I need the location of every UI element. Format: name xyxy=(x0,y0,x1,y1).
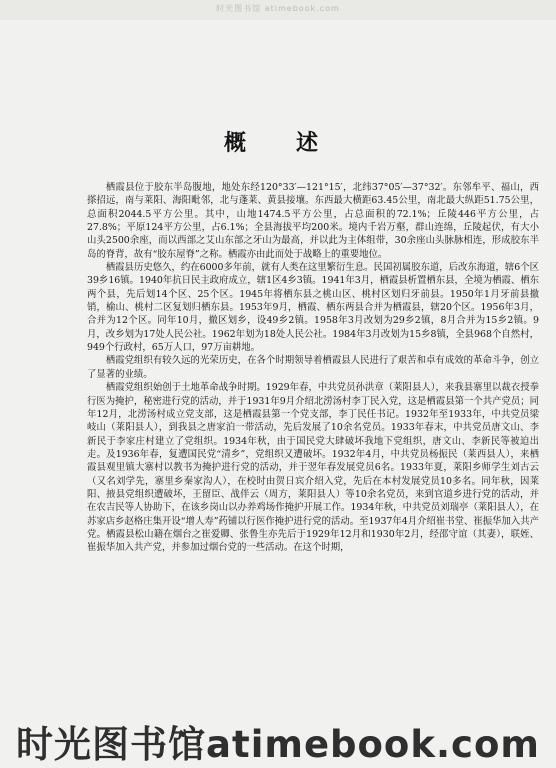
watermark-bottom-text: 时光图书馆atimebook.com xyxy=(16,723,540,766)
watermark-top: 时光图书馆 atimebook.com xyxy=(216,4,340,13)
paragraph-party-intro: 栖霞党组织有较久远的光荣历史，在各个时期领导着栖霞县人民进行了艰苦和卓有成效的革命斗争，创立了显著的业绩。 xyxy=(87,355,539,380)
page-title: 概 述 xyxy=(223,131,332,156)
paragraph-geography: 栖霞县位于胶东半岛腹地，地处东经120°33′—121°15′，北纬37°05′—37°32′。东邻牟平、福山，西搽招远，南与莱阳、海阳毗邻，北与蓬莱、黄县接壤。东西最大横距63.45公里，南北最大纵距51.75公里，总面积2044.5平方公里。其中，山地1474.5平方公里，占总面积的72.1%；丘陵446平方公里，占27.8%；平原124平方公里，占6.1%；全县海拔平均200米。境内千岩万壑，群山连绵，丘陵起伏，有大小山头2500余座，而以西部之艾山东部之牙山为最高，并以此为主体组带，30余座山头脉脉相连，形成胶东半岛的脊背，故有“胶东屋脊”之称。栖霞亦由此而处于战略上的重要地位。 xyxy=(87,182,539,260)
watermark-bottom xyxy=(0,702,556,768)
body-text xyxy=(87,181,539,699)
paragraph-party-origins: 栖霞党组织始创于土地革命战争时期。1929年春，中共党员孙洪章（莱阳县人），来我县寨里以裁衣授拳行医为掩护，秘密进行党的活动，并于1931年9月介绍北涝汤村李丁民入党，这是栖霞县第一个共产党员；同年12月，北涝汤村成立党支部，这是栖霞县第一个党支部，李丁民任书记。1932年至1933年，中共党员梁岐山（莱阳县人），到我县之唐家泊一带活动，先后发展了10余名党员。1933年春末，中共党员唐文山、李新民于李家庄村建立了党组织。1934年秋，由于国民党大肆破坏我地下党组织，唐文山、李新民等被迫出走。及1936年春，复遭国民党“清乡”，党组织又遭破坏。1932年4月，中共党员杨振民（莱西县人），来栖霞县观里镇大寨村以教书为掩护进行党的活动，并于翌年春发展党员6名。1933年夏，莱阳乡师学生刘古云（又名刘学先，寨里乡秦家沟人），在校时由贺日宾介绍入党，先后在本村发展党员10多名。同年秋，因莱阳、掖县党组织遭破坏，王留臣、战伴云（周方，莱阳县人）等10余名党员，来到官道乡进行党的活动，并在农吉民等人协助下，在该乡岗山以办养鸡场作掩护开展工作。1934年秋，中共党员刘瑞亭（莱阳县人），在苏家店乡赵格庄集开设“增人寿”药铺以行医作掩护进行党的活动。至1937年4月介绍崔书堂、崔振华加入共产党。栖霞县松山籍在烟台之崔爱卿、张鲁生亦先后于1929年12月和1930年2月，经邵守谊（其妻），联姪、崔振华加入共产党，并参加过烟台党的一些活动。在这个时期， xyxy=(87,382,539,554)
paragraph-history: 栖霞县历史悠久，约在6000多年前，就有人类在这里繁衍生息。民国初属胶东道，后改东海道，辖6个区39乡16镇。1940年抗日民主政府成立，辖1区4乡3镇。1941年3月，栖霞县析置栖东县，全境为栖霞、栖东两个县，先后划14个区、25个区。1945年将栖东县之桃山区、桃村区划归牙前县。1950年1月牙前县撤销，榆山、桃村二区复划归栖东县。1953年9月，栖霞、栖东两县合并为栖霞县，辖20个区。1956年3月，合并为12个区。同年10月，撤区划乡，设49乡2镇。1958年3月改划为29乡2镇，8月合并为15乡2镇。9月，改乡划为17处人民公社。1962年划为18处人民公社。1984年3月改划为15乡8镇，全县968个自然村，949个行政村，65万人口，97万亩耕地。 xyxy=(87,262,539,354)
